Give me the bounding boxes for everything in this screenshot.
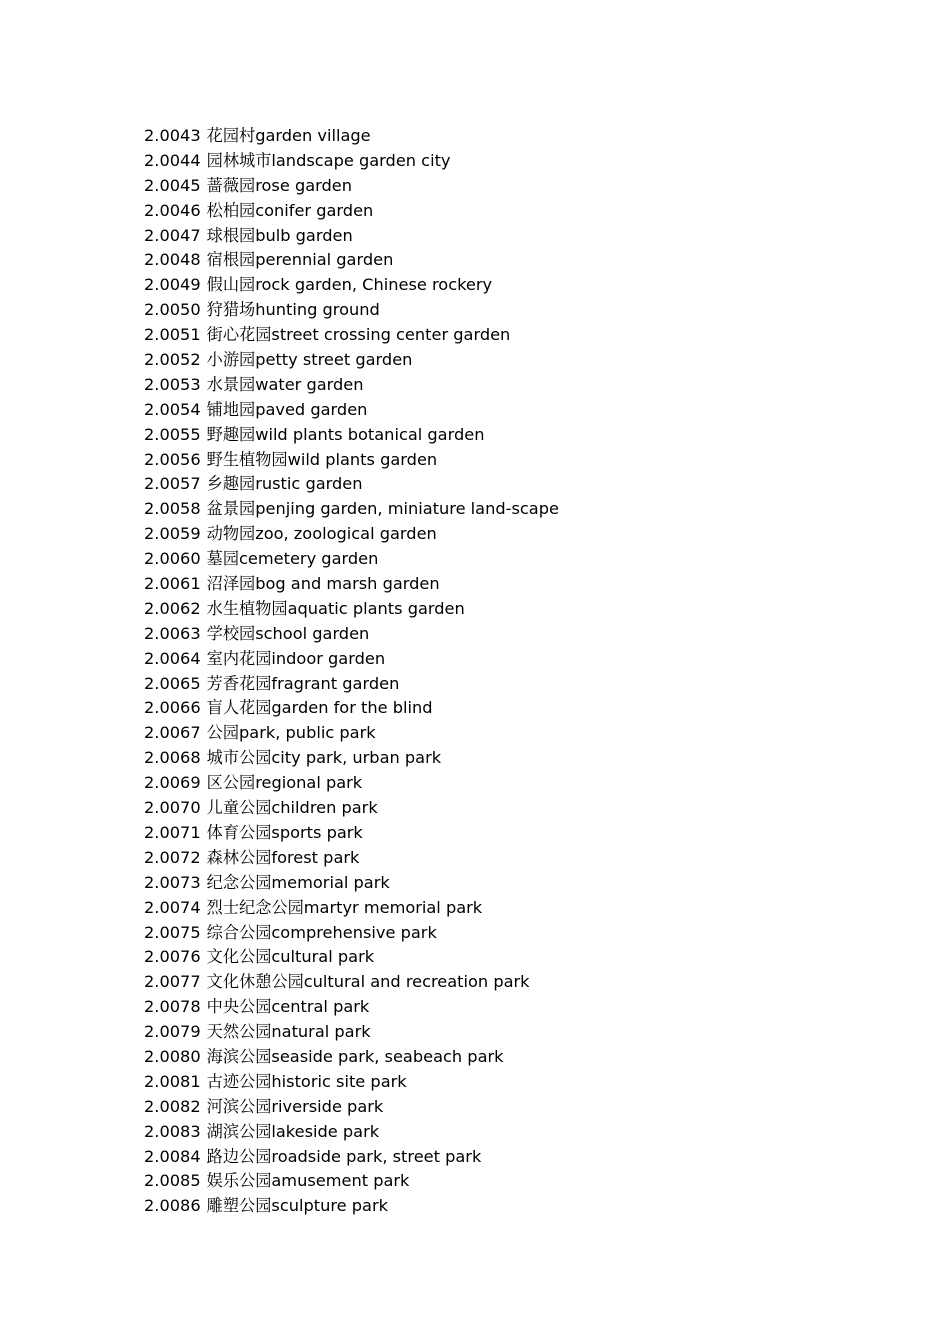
entry-chinese-term: 城市公园 bbox=[206, 748, 272, 768]
glossary-entry bbox=[144, 572, 559, 597]
glossary-entry bbox=[144, 771, 559, 796]
entry-chinese-term: 海滨公园 bbox=[206, 1046, 272, 1066]
glossary-entry bbox=[144, 398, 559, 423]
entry-code: 2.0045 bbox=[144, 175, 201, 195]
entry-code: 2.0051 bbox=[144, 325, 201, 345]
entry-english-term: city park, urban park bbox=[271, 748, 442, 768]
glossary-entry bbox=[144, 1145, 559, 1170]
entry-chinese-term: 沼泽园 bbox=[206, 574, 256, 594]
entry-code: 2.0052 bbox=[144, 350, 201, 370]
entry-code: 2.0080 bbox=[144, 1046, 201, 1066]
entry-english-term: cultural park bbox=[271, 947, 375, 967]
entry-english-term: penjing garden, miniature land-scape bbox=[255, 499, 559, 519]
entry-code: 2.0079 bbox=[144, 1022, 201, 1042]
entry-english-term: children park bbox=[271, 798, 378, 818]
entry-code: 2.0048 bbox=[144, 250, 201, 270]
glossary-entry bbox=[144, 647, 559, 672]
glossary-entry bbox=[144, 1095, 559, 1120]
entry-chinese-term: 河滨公园 bbox=[206, 1096, 272, 1116]
entry-english-term: cultural and recreation park bbox=[303, 972, 530, 992]
entry-chinese-term: 野生植物园 bbox=[206, 449, 288, 469]
entry-code: 2.0063 bbox=[144, 623, 201, 643]
entry-code: 2.0084 bbox=[144, 1146, 201, 1166]
entry-code: 2.0067 bbox=[144, 723, 201, 743]
entry-english-term: comprehensive park bbox=[271, 922, 437, 942]
entry-chinese-term: 铺地园 bbox=[206, 399, 256, 419]
glossary-entry bbox=[144, 746, 559, 771]
entry-english-term: regional park bbox=[255, 773, 363, 793]
entry-code: 2.0044 bbox=[144, 150, 201, 170]
entry-english-term: riverside park bbox=[271, 1096, 384, 1116]
entry-english-term: paved garden bbox=[255, 399, 368, 419]
entry-english-term: perennial garden bbox=[255, 250, 394, 270]
entry-code: 2.0055 bbox=[144, 424, 201, 444]
glossary-entry bbox=[144, 348, 559, 373]
entry-english-term: rose garden bbox=[255, 175, 353, 195]
entry-english-term: water garden bbox=[255, 374, 364, 394]
entry-code: 2.0056 bbox=[144, 449, 201, 469]
glossary-entry bbox=[144, 921, 559, 946]
entry-english-term: bulb garden bbox=[255, 225, 353, 245]
entry-english-term: cemetery garden bbox=[239, 549, 379, 569]
entry-english-term: fragrant garden bbox=[271, 673, 400, 693]
entry-chinese-term: 街心花园 bbox=[206, 325, 272, 345]
entry-chinese-term: 天然公园 bbox=[206, 1022, 272, 1042]
entry-chinese-term: 文化公园 bbox=[206, 947, 272, 967]
glossary-entry bbox=[144, 1120, 559, 1145]
entry-code: 2.0064 bbox=[144, 648, 201, 668]
entry-code: 2.0081 bbox=[144, 1071, 201, 1091]
entry-chinese-term: 古迹公园 bbox=[206, 1071, 272, 1091]
entry-code: 2.0085 bbox=[144, 1171, 201, 1191]
entry-chinese-term: 室内花园 bbox=[206, 648, 272, 668]
entry-chinese-term: 中央公园 bbox=[206, 997, 272, 1017]
entry-chinese-term: 园林城市 bbox=[206, 150, 272, 170]
entry-chinese-term: 水景园 bbox=[206, 374, 256, 394]
entry-code: 2.0054 bbox=[144, 399, 201, 419]
entry-code: 2.0074 bbox=[144, 897, 201, 917]
entry-code: 2.0068 bbox=[144, 748, 201, 768]
entry-english-term: hunting ground bbox=[255, 300, 380, 320]
entry-english-term: indoor garden bbox=[271, 648, 386, 668]
entry-chinese-term: 体育公园 bbox=[206, 822, 272, 842]
entry-chinese-term: 湖滨公园 bbox=[206, 1121, 272, 1141]
entry-english-term: garden village bbox=[255, 126, 371, 145]
entry-code: 2.0073 bbox=[144, 872, 201, 892]
entry-code: 2.0078 bbox=[144, 997, 201, 1017]
glossary-entry bbox=[144, 945, 559, 970]
glossary-entry bbox=[144, 497, 559, 522]
glossary-entry bbox=[144, 896, 559, 921]
entry-code: 2.0062 bbox=[144, 598, 201, 618]
entry-english-term: rock garden, Chinese rockery bbox=[255, 275, 493, 295]
entry-english-term: aquatic plants garden bbox=[287, 598, 465, 618]
entry-chinese-term: 学校园 bbox=[206, 623, 256, 643]
glossary-entry bbox=[144, 224, 559, 249]
glossary-list bbox=[144, 124, 559, 1219]
glossary-entry bbox=[144, 995, 559, 1020]
entry-code: 2.0043 bbox=[144, 126, 201, 145]
entry-english-term: central park bbox=[271, 997, 370, 1017]
entry-chinese-term: 芳香花园 bbox=[206, 673, 272, 693]
entry-english-term: street crossing center garden bbox=[271, 325, 511, 345]
entry-code: 2.0047 bbox=[144, 225, 201, 245]
glossary-entry bbox=[144, 199, 559, 224]
entry-chinese-term: 野趣园 bbox=[206, 424, 256, 444]
glossary-entry bbox=[144, 846, 559, 871]
entry-english-term: park, public park bbox=[239, 723, 376, 743]
entry-chinese-term: 雕塑公园 bbox=[206, 1196, 272, 1216]
entry-chinese-term: 区公园 bbox=[206, 773, 256, 793]
entry-code: 2.0076 bbox=[144, 947, 201, 967]
glossary-entry bbox=[144, 672, 559, 697]
glossary-entry bbox=[144, 472, 559, 497]
entry-english-term: rustic garden bbox=[255, 474, 363, 494]
entry-english-term: historic site park bbox=[271, 1071, 407, 1091]
entry-code: 2.0082 bbox=[144, 1096, 201, 1116]
entry-code: 2.0071 bbox=[144, 822, 201, 842]
glossary-entry bbox=[144, 821, 559, 846]
entry-english-term: natural park bbox=[271, 1022, 371, 1042]
entry-english-term: zoo, zoological garden bbox=[255, 524, 437, 544]
entry-chinese-term: 烈士纪念公园 bbox=[206, 897, 304, 917]
entry-english-term: sports park bbox=[271, 822, 363, 842]
entry-code: 2.0049 bbox=[144, 275, 201, 295]
glossary-entry bbox=[144, 1070, 559, 1095]
entry-english-term: wild plants garden bbox=[287, 449, 438, 469]
entry-chinese-term: 球根园 bbox=[206, 225, 256, 245]
glossary-entry bbox=[144, 323, 559, 348]
entry-code: 2.0058 bbox=[144, 499, 201, 519]
entry-chinese-term: 儿童公园 bbox=[206, 798, 272, 818]
glossary-entry bbox=[144, 273, 559, 298]
entry-chinese-term: 路边公园 bbox=[206, 1146, 272, 1166]
glossary-entry bbox=[144, 547, 559, 572]
entry-code: 2.0046 bbox=[144, 200, 201, 220]
entry-english-term: sculpture park bbox=[271, 1196, 388, 1216]
entry-chinese-term: 盆景园 bbox=[206, 499, 256, 519]
entry-english-term: bog and marsh garden bbox=[255, 574, 440, 594]
entry-chinese-term: 乡趣园 bbox=[206, 474, 256, 494]
entry-code: 2.0075 bbox=[144, 922, 201, 942]
entry-english-term: petty street garden bbox=[255, 350, 413, 370]
glossary-entry bbox=[144, 597, 559, 622]
entry-chinese-term: 小游园 bbox=[206, 350, 256, 370]
glossary-entry bbox=[144, 423, 559, 448]
entry-code: 2.0060 bbox=[144, 549, 201, 569]
entry-english-term: memorial park bbox=[271, 872, 390, 892]
entry-english-term: amusement park bbox=[271, 1171, 410, 1191]
entry-chinese-term: 松柏园 bbox=[206, 200, 256, 220]
glossary-entry bbox=[144, 970, 559, 995]
entry-chinese-term: 花园村 bbox=[206, 126, 256, 145]
glossary-entry bbox=[144, 448, 559, 473]
glossary-entry bbox=[144, 522, 559, 547]
entry-chinese-term: 墓园 bbox=[206, 549, 240, 569]
entry-code: 2.0061 bbox=[144, 574, 201, 594]
entry-chinese-term: 文化休憩公园 bbox=[206, 972, 304, 992]
entry-code: 2.0083 bbox=[144, 1121, 201, 1141]
entry-code: 2.0065 bbox=[144, 673, 201, 693]
entry-chinese-term: 娱乐公园 bbox=[206, 1171, 272, 1191]
entry-chinese-term: 假山园 bbox=[206, 275, 256, 295]
entry-code: 2.0072 bbox=[144, 847, 201, 867]
entry-english-term: garden for the blind bbox=[271, 698, 433, 718]
glossary-entry bbox=[144, 124, 559, 149]
entry-english-term: seaside park, seabeach park bbox=[271, 1046, 504, 1066]
glossary-entry bbox=[144, 622, 559, 647]
entry-english-term: wild plants botanical garden bbox=[255, 424, 485, 444]
entry-chinese-term: 纪念公园 bbox=[206, 872, 272, 892]
entry-chinese-term: 蔷薇园 bbox=[206, 175, 256, 195]
entry-english-term: school garden bbox=[255, 623, 370, 643]
entry-chinese-term: 水生植物园 bbox=[206, 598, 288, 618]
entry-chinese-term: 宿根园 bbox=[206, 250, 256, 270]
entry-chinese-term: 公园 bbox=[206, 723, 240, 743]
glossary-entry bbox=[144, 149, 559, 174]
entry-english-term: roadside park, street park bbox=[271, 1146, 482, 1166]
glossary-entry bbox=[144, 174, 559, 199]
glossary-entry bbox=[144, 298, 559, 323]
entry-code: 2.0050 bbox=[144, 300, 201, 320]
entry-code: 2.0053 bbox=[144, 374, 201, 394]
glossary-entry bbox=[144, 1020, 559, 1045]
entry-chinese-term: 综合公园 bbox=[206, 922, 272, 942]
entry-code: 2.0086 bbox=[144, 1196, 201, 1216]
entry-english-term: conifer garden bbox=[255, 200, 374, 220]
glossary-entry bbox=[144, 871, 559, 896]
entry-chinese-term: 动物园 bbox=[206, 524, 256, 544]
glossary-entry bbox=[144, 373, 559, 398]
entry-english-term: martyr memorial park bbox=[303, 897, 483, 917]
glossary-entry bbox=[144, 1194, 559, 1219]
entry-code: 2.0059 bbox=[144, 524, 201, 544]
entry-code: 2.0066 bbox=[144, 698, 201, 718]
entry-english-term: landscape garden city bbox=[271, 150, 451, 170]
entry-chinese-term: 森林公园 bbox=[206, 847, 272, 867]
entry-english-term: forest park bbox=[271, 847, 360, 867]
glossary-entry bbox=[144, 1045, 559, 1070]
entry-code: 2.0077 bbox=[144, 972, 201, 992]
glossary-entry bbox=[144, 1169, 559, 1194]
entry-english-term: lakeside park bbox=[271, 1121, 380, 1141]
glossary-entry bbox=[144, 796, 559, 821]
entry-code: 2.0057 bbox=[144, 474, 201, 494]
glossary-entry bbox=[144, 721, 559, 746]
entry-code: 2.0070 bbox=[144, 798, 201, 818]
glossary-entry bbox=[144, 248, 559, 273]
entry-code: 2.0069 bbox=[144, 773, 201, 793]
entry-chinese-term: 盲人花园 bbox=[206, 698, 272, 718]
entry-chinese-term: 狩猎场 bbox=[206, 300, 256, 320]
glossary-entry bbox=[144, 696, 559, 721]
